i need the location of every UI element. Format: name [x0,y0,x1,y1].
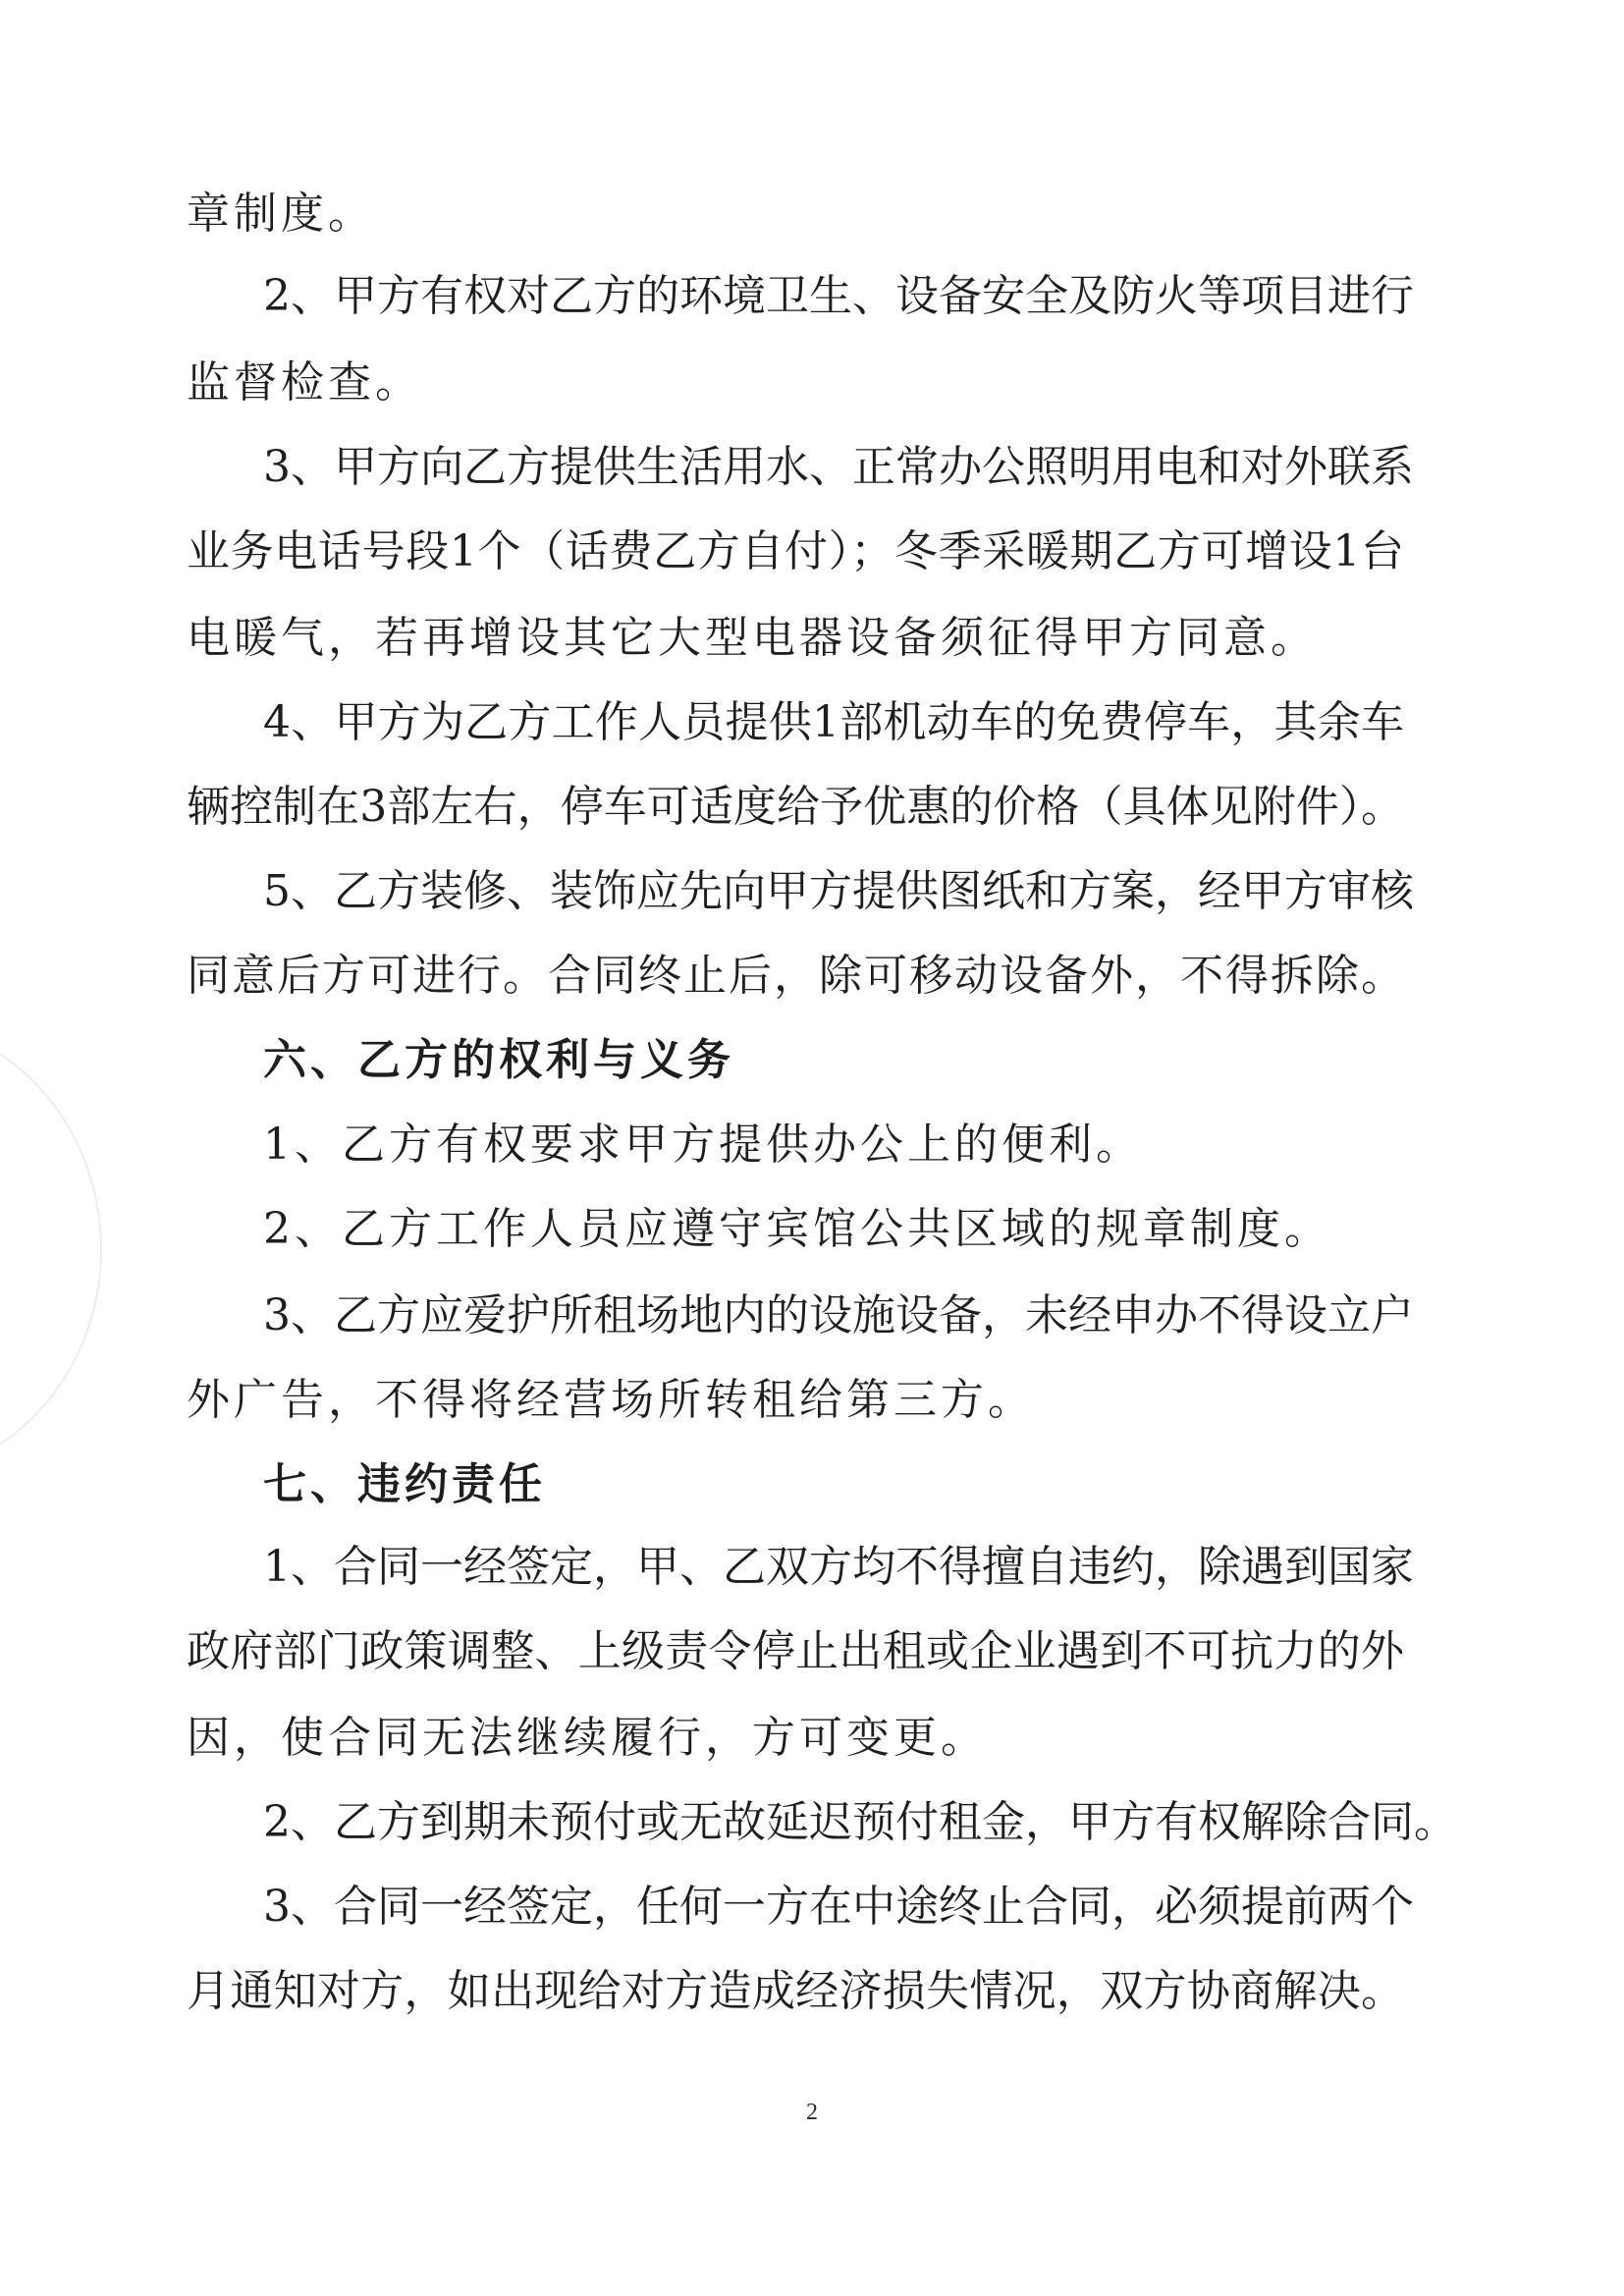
paragraph-line: 监督检查。 [187,357,422,408]
list-item: 2、乙方到期未预付或无故延迟预付租金，甲方有权解除合同。 [263,1797,1457,1847]
list-item: 因，使合同无法继续履行，方可变更。 [187,1713,988,1763]
paragraph-line: 电暖气，若再增设其它大型电器设备须征得甲方同意。 [187,613,1318,663]
paragraph-line: 5、乙方装修、装饰应先向甲方提供图纸和方案，经甲方审核 [263,866,1414,916]
scan-artifact [0,1021,102,1477]
list-item: 外广告，不得将经营场所转租给第三方。 [187,1375,1035,1425]
list-item: 政府部门政策调整、上级责令停止出租或企业遇到不可抗力的外 [187,1626,1404,1676]
list-item: 月通知对方，如出现给对方造成经济损失情况，双方协商解决。 [187,1966,1404,2016]
list-item: 2、乙方工作人员应遵守宾馆公共区域的规章制度。 [263,1204,1331,1254]
paragraph-line: 章制度。 [187,189,375,239]
paragraph-line: 业务电话号段1个（话费乙方自付）；冬季采暖期乙方可增设1台 [187,526,1404,576]
paragraph-line: 2、甲方有权对乙方的环境卫生、设备安全及防火等项目进行 [263,271,1414,321]
list-item: 1、乙方有权要求甲方提供办公上的便利。 [263,1120,1143,1170]
list-item: 3、乙方应爱护所租场地内的设施设备，未经申办不得设立户 [263,1290,1414,1340]
paragraph-line: 3、甲方向乙方提供生活用水、正常办公照明用电和对外联系 [263,442,1414,492]
paragraph-line: 同意后方可进行。合同终止后，除可移动设备外，不得拆除。 [187,951,1404,1001]
paragraph-line: 辆控制在3部左右，停车可适度给予优惠的价格（具体见附件）。 [187,782,1404,832]
paragraph-line: 4、甲方为乙方工作人员提供1部机动车的免费停车，其余车 [263,697,1404,747]
section-heading: 六、乙方的权利与义务 [263,1035,734,1085]
list-item: 3、合同一经签定，任何一方在中途终止合同，必须提前两个 [263,1882,1414,1932]
list-item: 1、合同一经签定，甲、乙双方均不得擅自违约，除遇到国家 [263,1542,1414,1592]
section-heading: 七、违约责任 [263,1459,546,1509]
page-number: 2 [806,2100,818,2125]
